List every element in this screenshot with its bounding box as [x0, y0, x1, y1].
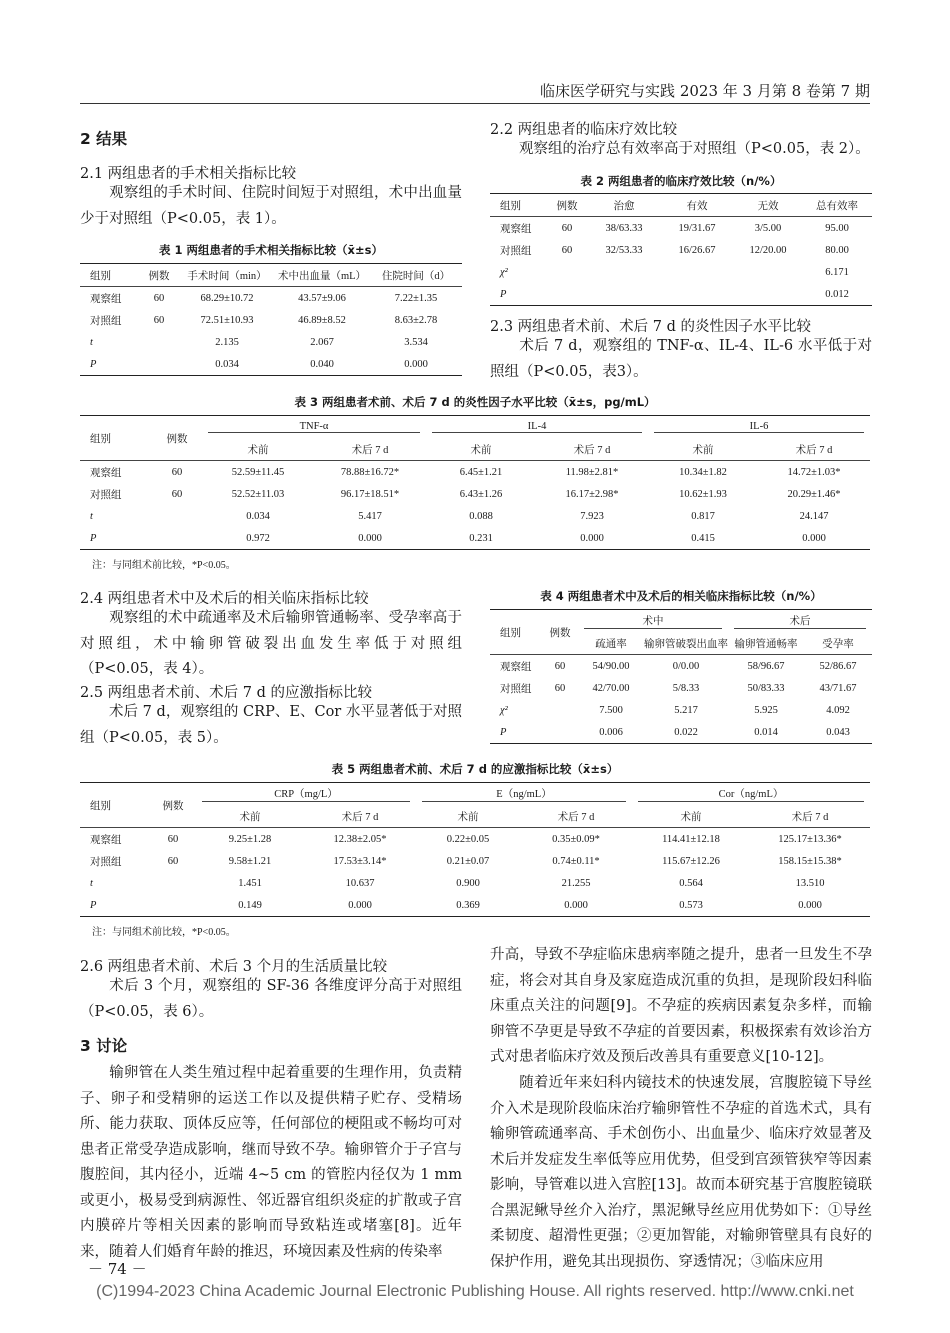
table-cell: 6.43±1.26: [459, 488, 503, 500]
table2-header-cell: 例数: [546, 194, 588, 217]
table-cell: [542, 699, 578, 721]
table-row: [80, 828, 870, 851]
table-cell: t: [90, 336, 93, 348]
table-cell: 125.17±13.36*: [778, 833, 842, 845]
table-cell: 观察组: [90, 467, 122, 479]
table-cell: [152, 527, 202, 550]
table-cell: 0.006: [578, 721, 644, 744]
table-cell: 16.17±2.98*: [565, 488, 619, 500]
table2-header-cell: 总有效率: [802, 194, 872, 217]
table-cell: 78.88±16.72*: [340, 466, 400, 478]
table-cell: 115.67±12.26: [662, 855, 720, 867]
section-2-5-heading: 2.5 两组患者术前、术后 7 d 的应激指标比较: [80, 685, 373, 701]
table-cell: 7.923: [580, 510, 604, 522]
table-cell: 0.564: [679, 877, 703, 889]
table-cell: 0.022: [644, 721, 728, 744]
table-cell: 0.000: [370, 353, 462, 376]
table-cell: [546, 261, 588, 283]
table-cell: 0.149: [196, 894, 304, 917]
table-cell: [152, 505, 202, 527]
table-row: [490, 699, 872, 721]
table1-header-cell: 术中出血量（mL）: [274, 264, 370, 287]
table1-header-row: [80, 264, 462, 287]
table-row: [80, 309, 462, 331]
table1-caption: 表 1 两组患者的手术相关指标比较（x̄±s）: [159, 243, 383, 257]
table-cell: [150, 894, 196, 917]
table1-header-cell: 组别: [80, 264, 138, 287]
table-cell: 96.17±18.51*: [340, 488, 400, 500]
table-cell: 观察组: [90, 293, 122, 305]
table5-header-cell: CRP（mg/L）: [196, 783, 416, 806]
table2-caption: 表 2 两组患者的临床疗效比较（n/%）: [580, 174, 782, 188]
table-row: [80, 461, 870, 484]
table-cell: 60: [167, 855, 179, 867]
table-cell: P: [80, 353, 138, 376]
table-row: [80, 894, 870, 917]
table-cell: 114.41±12.18: [662, 833, 720, 845]
table3-header-cell: 术后 7 d: [536, 438, 648, 461]
section-2-4-text: 观察组的术中疏通率及术后输卵管通畅率、受孕率高于对照组，术中输卵管破裂出血发生率低于对照组（P<0.05，表 4）。: [80, 610, 462, 677]
table3-header-cell: 术后 7 d: [314, 438, 426, 461]
table-row: [80, 331, 462, 353]
table-cell: 对照组: [90, 856, 122, 868]
table-cell: 0.014: [728, 721, 804, 744]
table-cell: χ²: [500, 704, 508, 716]
table-cell: [542, 721, 578, 744]
table5-header-cell: 术后 7 d: [520, 805, 632, 828]
table-row: [80, 287, 462, 310]
section-2-4-heading: 2.4 两组患者术中及术后的相关临床指标比较: [80, 591, 369, 607]
discussion-paragraph-1-continued: 升高，导致不孕症临床患病率随之提升，患者一旦发生不孕症，将会对其自身及家庭造成沉重的负担，是现阶段妇科临床重点关注的问题[9]。不孕症的疾病因素复杂多样，而输卵管不孕更是导致不孕症的首要因素，积极探索有效诊治方式对患者临床疗效及预后改善具有重要意义[10-12]。: [490, 947, 872, 1065]
table-cell: 32/53.33: [605, 244, 643, 256]
table-cell: 52/86.67: [819, 660, 857, 672]
table-cell: P: [490, 721, 542, 744]
table-cell: 7.22±1.35: [394, 292, 438, 304]
table2-header-cell: 组别: [490, 194, 546, 217]
table-cell: 0/0.00: [672, 660, 700, 672]
table-cell: 7.500: [599, 704, 623, 716]
table3-header-cell: IL-4: [426, 416, 648, 439]
section-2-2-text: 观察组的治疗总有效率高于对照组（P<0.05，表 2）。: [519, 141, 870, 157]
table-cell: 60: [153, 314, 165, 326]
table-cell: P: [490, 283, 546, 306]
table-cell: 观察组: [500, 661, 532, 673]
table1: [80, 263, 462, 376]
table-cell: 10.637: [345, 877, 375, 889]
table2-header-cell: 有效: [660, 194, 734, 217]
table-cell: χ²: [500, 266, 508, 278]
table-cell: 9.58±1.21: [228, 855, 272, 867]
table4-group-header-row: [490, 610, 872, 633]
table-cell: 1.451: [238, 877, 262, 889]
section-2-1-text: 观察组的手术时间、住院时间短于对照组，术中出血量少于对照组（P<0.05，表 1）。: [80, 185, 462, 227]
table-row: [80, 483, 870, 505]
table-cell: 0.369: [416, 894, 520, 917]
table-row: [80, 527, 870, 550]
table2-header-cell: 无效: [734, 194, 802, 217]
table1-header-cell: 例数: [138, 264, 180, 287]
table-cell: 50/83.33: [747, 682, 785, 694]
table-cell: [660, 283, 734, 306]
table-cell: 5/8.33: [672, 682, 700, 694]
table-cell: 0.034: [180, 353, 274, 376]
table2: [490, 193, 872, 306]
table-cell: 0.972: [202, 527, 314, 550]
table-cell: 观察组: [500, 223, 532, 235]
table-cell: 10.34±1.82: [679, 466, 727, 478]
table-cell: 54/90.00: [592, 660, 630, 672]
table-cell: 12/20.00: [749, 244, 787, 256]
table-cell: 72.51±10.93: [200, 314, 254, 326]
table-cell: 9.25±1.28: [228, 833, 272, 845]
table-cell: 80.00: [825, 244, 849, 256]
table4-header-cell: 例数: [542, 610, 578, 655]
table-cell: 对照组: [90, 489, 122, 501]
table-cell: 0.000: [758, 527, 870, 550]
table-cell: 4.092: [826, 704, 850, 716]
section-2-6-heading: 2.6 两组患者术前、术后 3 个月的生活质量比较: [80, 959, 388, 975]
table2-header-cell: 治愈: [588, 194, 660, 217]
section-2-5-text: 术后 7 d，观察组的 CRP、E、Cor 水平显著低于对照组（P<0.05，表 5）。: [80, 704, 462, 746]
table3-header-cell: 术前: [648, 438, 758, 461]
running-header: 临床医学研究与实践 2023 年 3 月第 8 卷第 7 期: [540, 82, 870, 100]
table1-header-cell: 手术时间（min）: [180, 264, 274, 287]
table-cell: P: [80, 894, 150, 917]
table3-header-cell: TNF-α: [202, 416, 426, 439]
table-cell: 158.15±15.38*: [778, 855, 842, 867]
table-cell: 0.088: [469, 510, 493, 522]
table-cell: 3.534: [404, 336, 428, 348]
table5-sub-header-row: [80, 805, 870, 828]
table-cell: 0.034: [246, 510, 270, 522]
table-cell: 16/26.67: [678, 244, 716, 256]
table-cell: 60: [153, 292, 165, 304]
table-cell: 6.171: [825, 266, 849, 278]
table-cell: [660, 261, 734, 283]
table4-header-cell: 受孕率: [804, 632, 872, 655]
table5-header-cell: 术后 7 d: [750, 805, 870, 828]
table-cell: 21.255: [561, 877, 591, 889]
copyright-footer: (C)1994-2023 China Academic Journal Electronic Publishing House. All rights reserved. http://www.cnki.net: [96, 1283, 854, 1300]
table-row: [80, 505, 870, 527]
table-cell: 60: [171, 488, 183, 500]
table5-header-cell: 术后 7 d: [304, 805, 416, 828]
table-cell: [588, 261, 660, 283]
table-cell: 0.000: [520, 894, 632, 917]
page-number: － 74 －: [88, 1260, 147, 1278]
table-cell: 60: [171, 466, 183, 478]
table-cell: 60: [554, 660, 566, 672]
table-cell: 42/70.00: [592, 682, 630, 694]
table-cell: t: [90, 877, 93, 889]
table4-header-cell: 疏通率: [578, 632, 644, 655]
table5-group-header-row: [80, 783, 870, 806]
table-cell: 95.00: [825, 222, 849, 234]
table-cell: 对照组: [500, 683, 532, 695]
table3-note: 注：与同组术前比较，*P<0.05。: [92, 560, 236, 571]
table5-caption: 表 5 两组患者术前、术后 7 d 的应激指标比较（x̄±s）: [331, 762, 619, 776]
table3-group-header-row: [80, 416, 870, 439]
table3-header-cell: IL-6: [648, 416, 870, 439]
table3-header-cell: 术前: [202, 438, 314, 461]
table5-header-cell: 组别: [80, 783, 150, 828]
table-cell: 60: [554, 682, 566, 694]
table4-header-cell: 输卵管破裂出血率: [644, 632, 728, 655]
table3-header-cell: 术后 7 d: [758, 438, 870, 461]
table-cell: 14.72±1.03*: [787, 466, 841, 478]
table-cell: 0.900: [456, 877, 480, 889]
table-row: [490, 261, 872, 283]
table-cell: [546, 283, 588, 306]
table-cell: 0.817: [691, 510, 715, 522]
table-row: [80, 353, 462, 376]
table-cell: 0.000: [536, 527, 648, 550]
table1-header-cell: 住院时间（d）: [370, 264, 462, 287]
table-cell: 2.135: [215, 336, 239, 348]
table-cell: 5.925: [754, 704, 778, 716]
table-cell: 13.510: [795, 877, 825, 889]
table-cell: 68.29±10.72: [200, 292, 254, 304]
table-cell: 12.38±2.05*: [333, 833, 387, 845]
table4-header-cell: 组别: [490, 610, 542, 655]
table-cell: 0.74±0.11*: [552, 855, 600, 867]
header-rule: [80, 103, 870, 104]
table-cell: 0.573: [632, 894, 750, 917]
table-cell: 0.000: [314, 527, 426, 550]
table3-header-cell: 术前: [426, 438, 536, 461]
discussion-paragraph-2: 随着近年来妇科内镜技术的快速发展，宫腹腔镜下导丝介入术是现阶段临床治疗输卵管性不孕症的首选术式，具有输卵管疏通率高、手术创伤小、出血量少、临床疗效显著及术后并发症发生率低等应用优势，但受到宫颈管狭窄等因素影响，导管难以进入宫腔[13]。故而本研究基于宫腹腔镜联合黑泥鳅导丝介入治疗，黑泥鳅导丝应用优势如下：①导丝柔韧度、超滑性更强；②更加智能，对输卵管壁具有良好的保护作用，避免其出现损伤、穿透情况；③临床应用: [490, 1075, 872, 1270]
table4-caption: 表 4 两组患者术中及术后的相关临床指标比较（n/%）: [540, 589, 822, 603]
discussion-heading: 3 讨论: [80, 1037, 128, 1055]
section-2-2-heading: 2.2 两组患者的临床疗效比较: [490, 122, 678, 138]
discussion-paragraph-1: 输卵管在人类生殖过程中起着重要的生理作用，负责精子、卵子和受精卵的运送工作以及提供精子贮存、受精场所、能力获取、顶体反应等，任何部位的梗阻或不畅均可对患者正常受孕造成影响，继而导致不孕。输卵管介于子宫与腹腔间，其内径小，近端 4~5 cm 的管腔内径仅为 1 mm 或更小，极易受到病源性、邻近器官组织炎症的扩散或子宫内膜碎片等相关因素的影响而导致粘连或堵塞[8]。近年来，随着人们婚育年龄的推迟，环境因素及性病的传染率: [80, 1065, 462, 1260]
table-cell: 5.417: [358, 510, 382, 522]
table-cell: 2.067: [310, 336, 334, 348]
table2-header-row: [490, 194, 872, 217]
table-cell: [150, 872, 196, 894]
table-cell: 0.000: [304, 894, 416, 917]
table-cell: 43/71.67: [819, 682, 857, 694]
table5-header-cell: Cor（ng/mL）: [632, 783, 870, 806]
table-cell: 0.012: [802, 283, 872, 306]
table-row: [490, 721, 872, 744]
table-cell: [734, 261, 802, 283]
table-row: [490, 283, 872, 306]
table-cell: P: [80, 527, 152, 550]
table-cell: 0.22±0.05: [446, 833, 490, 845]
table-cell: 38/63.33: [605, 222, 643, 234]
table-row: [490, 217, 872, 240]
table-row: [80, 850, 870, 872]
table5-note: 注：与同组术前比较，*P<0.05。: [92, 927, 236, 938]
table-cell: 0.21±0.07: [446, 855, 490, 867]
table5-header-cell: 术前: [416, 805, 520, 828]
table-cell: 19/31.67: [678, 222, 716, 234]
table3-caption: 表 3 两组患者术前、术后 7 d 的炎性因子水平比较（x̄±s，pg/mL）: [294, 395, 656, 409]
table-cell: [138, 331, 180, 353]
table3: [80, 415, 870, 550]
table5-header-cell: E（ng/mL）: [416, 783, 632, 806]
table-row: [490, 677, 872, 699]
table-cell: 46.89±8.52: [298, 314, 346, 326]
section-2-3-heading: 2.3 两组患者术前、术后 7 d 的炎性因子水平比较: [490, 319, 812, 335]
results-heading: 2 结果: [80, 130, 128, 148]
section-2-6-text: 术后 3 个月，观察组的 SF-36 各维度评分高于对照组（P<0.05，表 6）。: [80, 978, 462, 1020]
table4-header-cell: 术中: [578, 610, 728, 633]
section-2-1-heading: 2.1 两组患者的手术相关指标比较: [80, 166, 297, 182]
table-cell: 52.52±11.03: [231, 488, 285, 500]
table-cell: 8.63±2.78: [394, 314, 438, 326]
table5-header-cell: 术前: [632, 805, 750, 828]
table-cell: 0.415: [648, 527, 758, 550]
table-cell: 24.147: [799, 510, 829, 522]
table-cell: 11.98±2.81*: [565, 466, 619, 478]
table-cell: 5.217: [674, 704, 698, 716]
table-row: [490, 239, 872, 261]
table-cell: 0.040: [274, 353, 370, 376]
table4: [490, 609, 872, 744]
table-cell: 17.53±3.14*: [333, 855, 387, 867]
table-cell: [588, 283, 660, 306]
table-cell: 0.043: [804, 721, 872, 744]
table-cell: 10.62±1.93: [679, 488, 727, 500]
table-cell: 对照组: [500, 245, 532, 257]
table-cell: 0.000: [750, 894, 870, 917]
table-cell: 60: [561, 222, 573, 234]
table-cell: [734, 283, 802, 306]
table-cell: 20.29±1.46*: [787, 488, 841, 500]
table4-header-cell: 术后: [728, 610, 872, 633]
table-cell: 58/96.67: [747, 660, 785, 672]
table-cell: 43.57±9.06: [298, 292, 346, 304]
table-cell: 6.45±1.21: [459, 466, 503, 478]
table-cell: 观察组: [90, 834, 122, 846]
table-cell: 对照组: [90, 315, 122, 327]
table-cell: 52.59±11.45: [231, 466, 285, 478]
table-row: [80, 872, 870, 894]
table3-header-cell: 组别: [80, 416, 152, 461]
table-cell: 0.231: [426, 527, 536, 550]
table5: [80, 782, 870, 917]
table3-header-cell: 例数: [152, 416, 202, 461]
table-cell: t: [90, 510, 93, 522]
table-cell: [138, 353, 180, 376]
table5-header-cell: 例数: [150, 783, 196, 828]
table4-header-cell: 输卵管通畅率: [728, 632, 804, 655]
table-cell: 3/5.00: [754, 222, 782, 234]
section-2-3-text: 术后 7 d，观察组的 TNF-α、IL-4、IL-6 水平低于对照组（P<0.05，表3）。: [490, 338, 872, 380]
table-cell: 60: [167, 833, 179, 845]
table-cell: 60: [561, 244, 573, 256]
table-row: [490, 655, 872, 678]
table-cell: 0.35±0.09*: [552, 833, 600, 845]
table5-header-cell: 术前: [196, 805, 304, 828]
